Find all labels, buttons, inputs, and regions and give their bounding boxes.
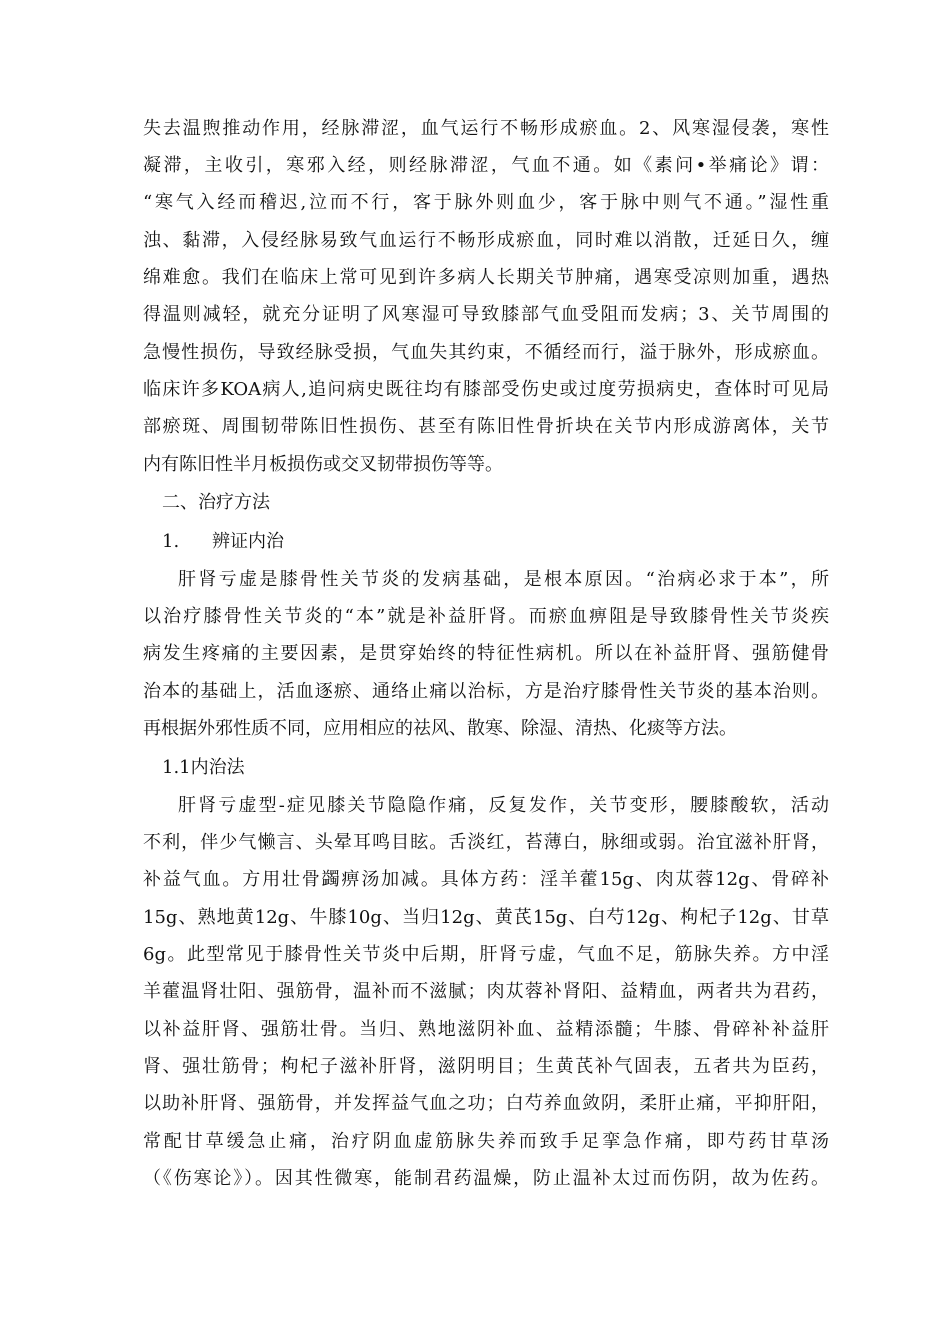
- subheading-2: 1.1内治法: [162, 757, 245, 778]
- paragraph-line: 15g、熟地黄12g、牛膝10g、当归12g、黄芪15g、白芍12g、枸杞子12g、甘草: [143, 907, 829, 928]
- paragraph-line: 病发生疼痛的主要因素，是贯穿始终的特征性病机。所以在补益肝肾、强筋健骨: [143, 643, 829, 664]
- paragraph-line: 失去温煦推动作用，经脉滞涩，血气运行不畅形成瘀血。2、风寒湿侵袭，寒性: [143, 118, 829, 139]
- paragraph-line: 急慢性损伤，导致经脉受损，气血失其约束，不循经而行，溢于脉外，形成瘀血。: [143, 342, 829, 363]
- paragraph-line: 肾、强壮筋骨；枸杞子滋补肝肾，滋阴明目；生黄芪补气固表，五者共为臣药，: [143, 1056, 829, 1077]
- paragraph-line: 肝肾亏虚是膝骨性关节炎的发病基础，是根本原因。“治病必求于本”，所: [178, 569, 829, 590]
- subheading: [162, 530, 848, 554]
- paragraph-line: 浊、黏滞，入侵经脉易致气血运行不畅形成瘀血，同时难以消散，迁延日久，缠: [143, 230, 829, 251]
- paragraph-line: 补益气血。方用壮骨蠲痹汤加减。具体方药：淫羊藿15g、肉苁蓉12g、骨碎补: [143, 869, 829, 890]
- paragraph-line: 以助补肝肾、强筋骨，并发挥益气血之功；白芍养血敛阴，柔肝止痛，平抑肝阳，: [143, 1093, 829, 1114]
- paragraph-line: 治本的基础上，活血逐瘀、通络止痛以治标，方是治疗膝骨性关节炎的基本治则。: [143, 681, 829, 702]
- paragraph-line: 以补益肝肾、强筋壮骨。当归、熟地滋阴补血、益精添髓；牛膝、骨碎补补益肝: [143, 1019, 829, 1040]
- paragraph-line: 肝肾亏虚型-症见膝关节隐隐作痛，反复发作，关节变形，腰膝酸软，活动: [178, 795, 829, 816]
- paragraph-line: 凝滞，主收引，寒邪入经，则经脉滞涩，气血不通。如《素问•举痛论》谓：: [143, 155, 829, 176]
- paragraph-line-last: 再根据外邪性质不同，应用相应的祛风、散寒、除湿、清热、化痰等方法。: [143, 718, 737, 739]
- paragraph-line: 以治疗膝骨性关节炎的“本”就是补益肝肾。而瘀血痹阻是导致膝骨性关节炎疾: [143, 606, 829, 627]
- paragraph-line: 6g。此型常见于膝骨性关节炎中后期，肝肾亏虚，气血不足，筋脉失养。方中淫: [143, 944, 829, 965]
- paragraph-line: 临床许多KOA病人,追问病史既往均有膝部受伤史或过度劳损病史，查体时可见局: [143, 379, 829, 400]
- paragraph-line: 得温则减轻，就充分证明了风寒湿可导致膝部气血受阻而发病；3、关节周围的: [143, 304, 829, 325]
- paragraph-line: 羊藿温肾壮阳、强筋骨，温补而不滋腻；肉苁蓉补肾阳、益精血，两者共为君药，: [143, 981, 829, 1002]
- paragraph-line-last: 内有陈旧性半月板损伤或交叉韧带损伤等等。: [143, 454, 503, 475]
- paragraph-line: 常配甘草缓急止痛，治疗阴血虚筋脉失养而致手足挛急作痛，即芍药甘草汤: [143, 1131, 829, 1152]
- section-heading: 二、治疗方法: [162, 492, 270, 513]
- subheading-number: 1.: [162, 531, 180, 552]
- paragraph-line: 绵难愈。我们在临床上常可见到许多病人长期关节肿痛，遇寒受凉则加重，遇热: [143, 267, 829, 288]
- subheading-title: 辨证内治: [212, 531, 284, 552]
- paragraph-line: 部瘀斑、周围韧带陈旧性损伤、甚至有陈旧性骨折块在关节内形成游离体，关节: [143, 416, 829, 437]
- paragraph-line: 不利，伴少气懒言、头晕耳鸣目眩。舌淡红，苔薄白，脉细或弱。治宜滋补肝肾，: [143, 832, 829, 853]
- paragraph-line: （《伤寒论》）。因其性微寒，能制君药温燥，防止温补太过而伤阴，故为佐药。: [143, 1168, 829, 1189]
- paragraph-line: “寒气入经而稽迟,泣而不行，客于脉外则血少，客于脉中则气不通。”湿性重: [143, 192, 829, 213]
